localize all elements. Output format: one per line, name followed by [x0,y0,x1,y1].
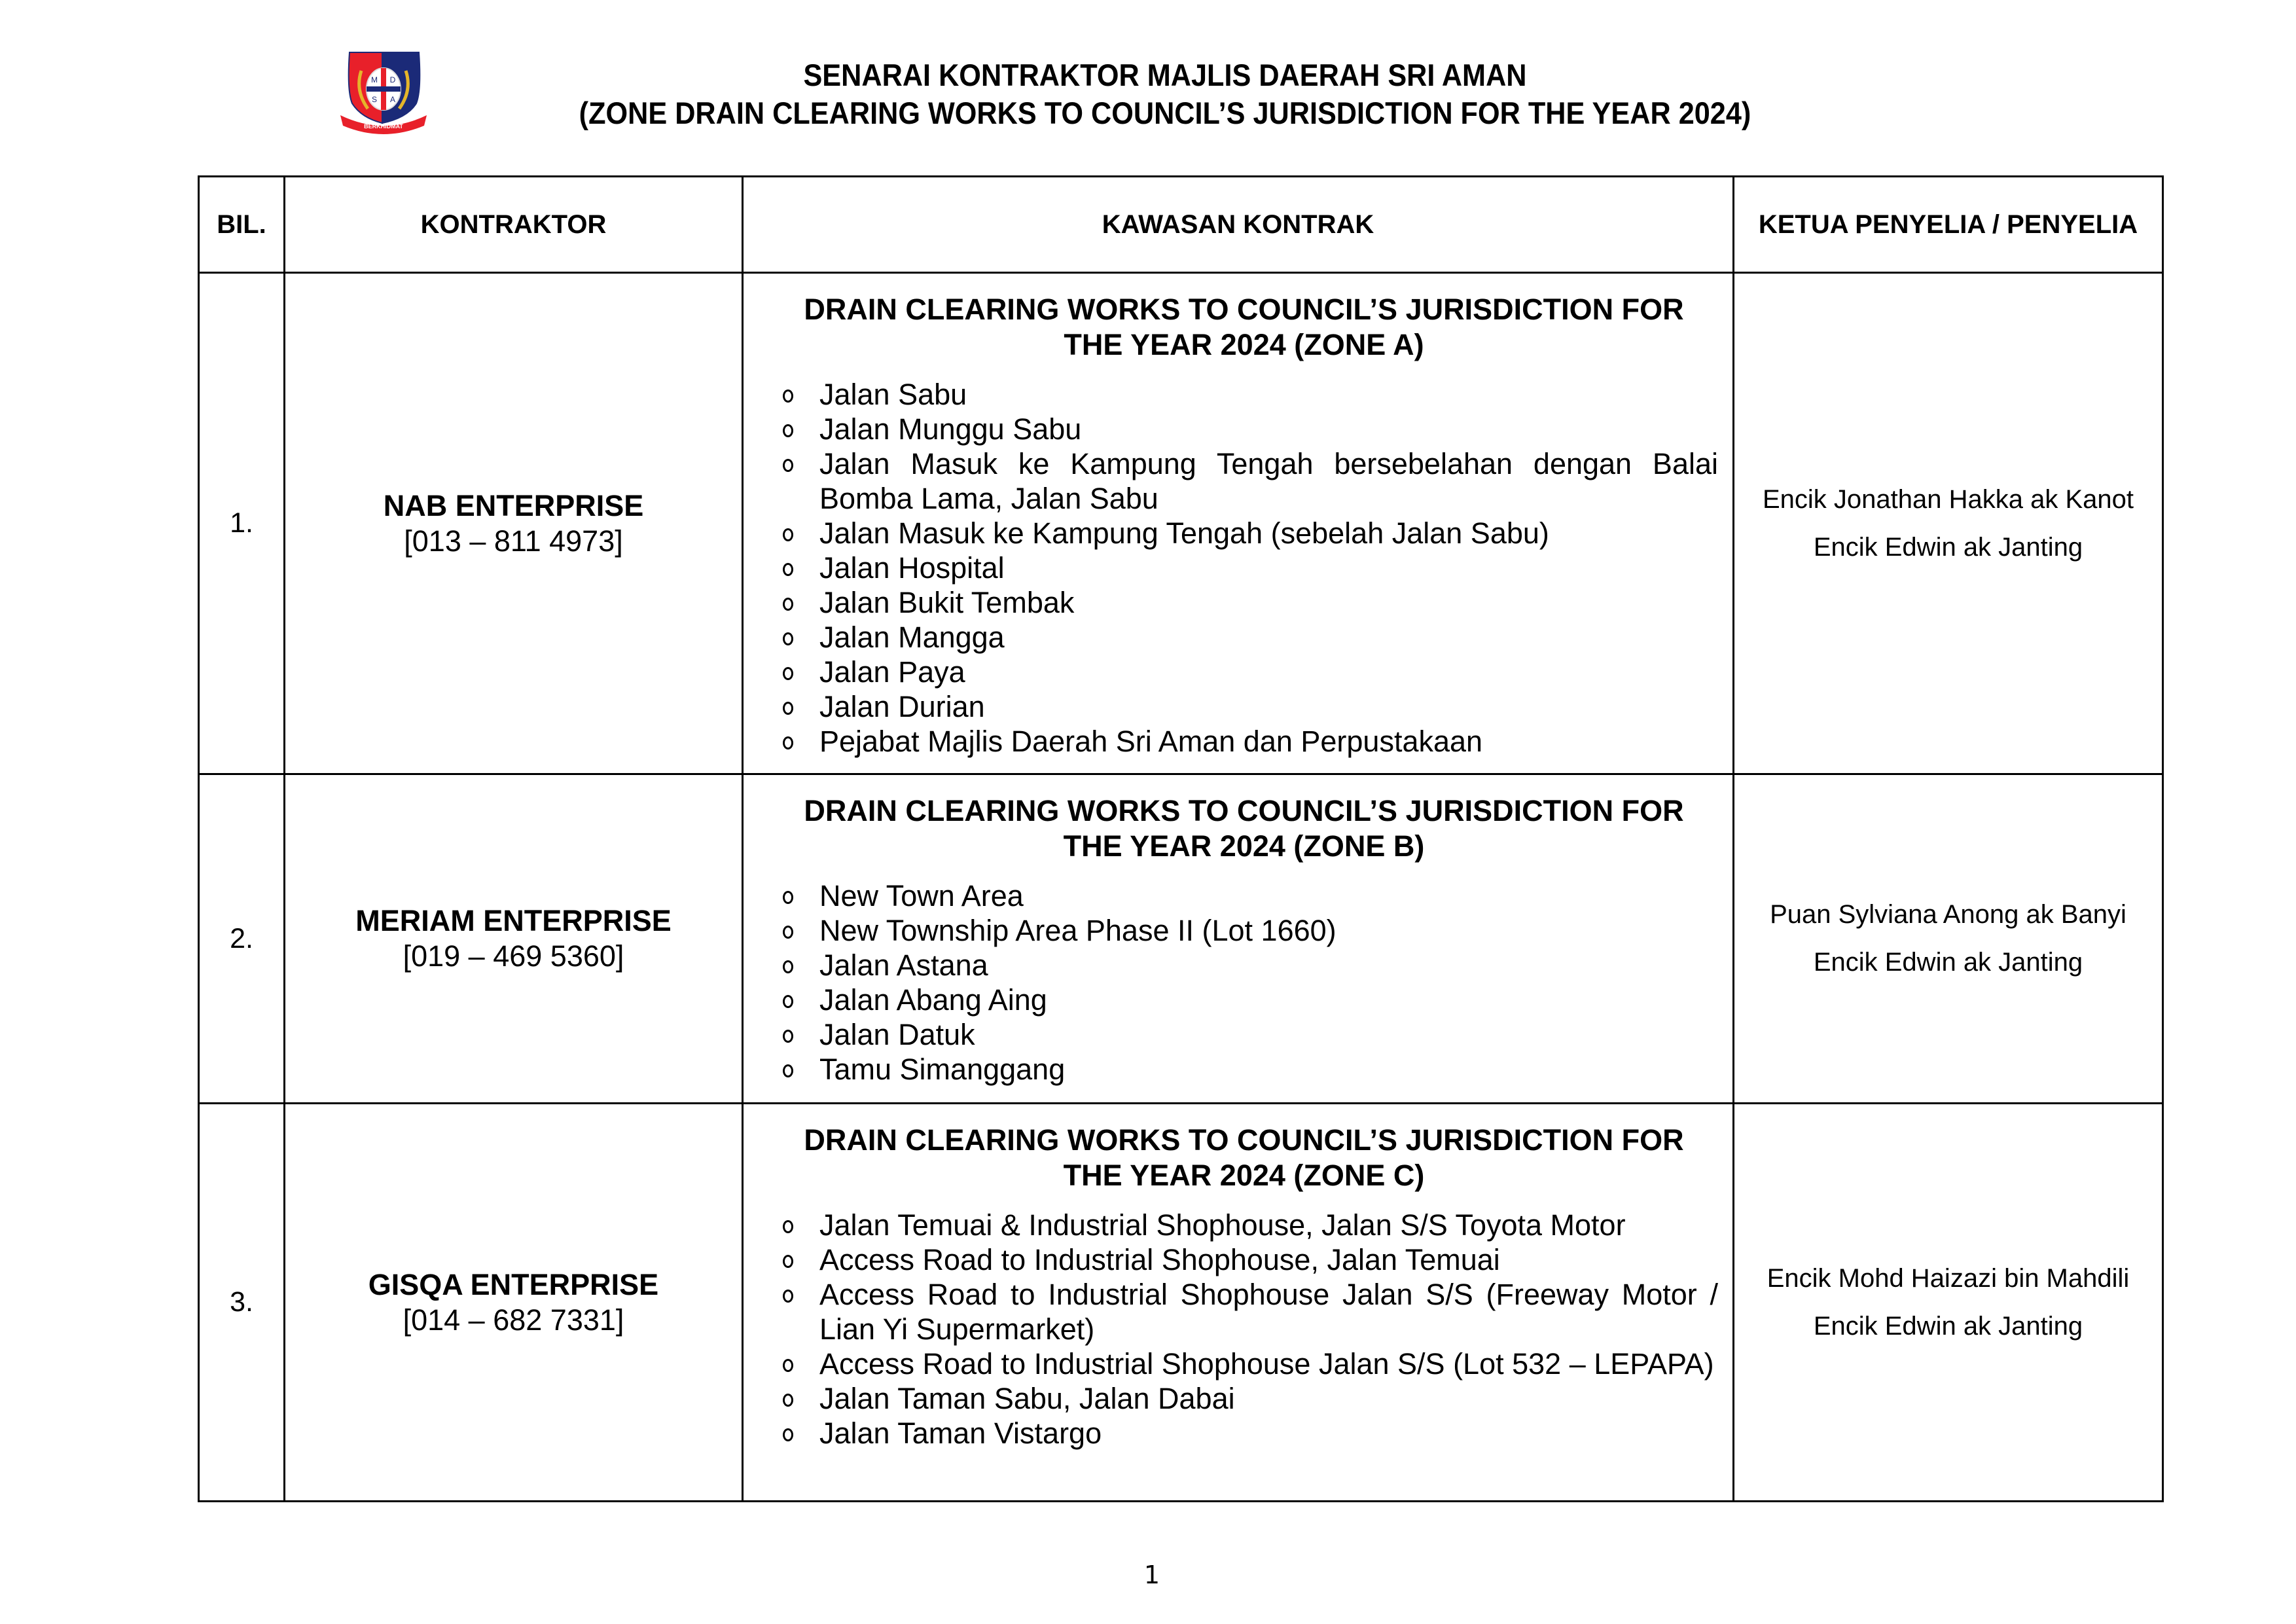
supervisor-cell [1734,1104,2163,1502]
hollow-bullet-icon [783,1359,793,1372]
area-name: Access Road to Industrial Shophouse, Jalan Temuai [819,1243,1500,1276]
hollow-bullet-icon [783,1255,793,1268]
contractor-name: MERIAM ENTERPRISE [355,904,672,937]
row-number: 2. [199,774,285,1104]
row-number: 3. [199,1104,285,1502]
contract-area-cell [743,273,1734,774]
area-name: Jalan Munggu Sabu [819,412,1082,446]
area-list [783,878,1718,1087]
table-row [199,273,2163,774]
title-line-1: SENARAI KONTRAKTOR MAJLIS DAERAH SRI AMAN [803,58,1527,92]
document-title [478,56,1852,132]
hollow-bullet-icon [783,598,793,611]
list-item [783,655,1718,689]
list-item [783,1242,1718,1277]
title-line-2: (ZONE DRAIN CLEARING WORKS TO COUNCIL’S JURISDICTION FOR THE YEAR 2024) [579,96,1751,130]
area-name: Jalan Masuk ke Kampung Tengah (sebelah Jalan Sabu) [819,516,1549,550]
hollow-bullet-icon [783,1030,793,1043]
zone-title: DRAIN CLEARING WORKS TO COUNCIL’S JURISDICTION FOR THE YEAR 2024 (ZONE B) [804,794,1684,863]
area-name: Jalan Astana [819,948,988,982]
council-crest-graphic [335,45,433,143]
contractor-name: GISQA ENTERPRISE [368,1267,659,1301]
area-name: Jalan Datuk [819,1018,975,1051]
contractor-phone: [019 – 469 5360] [403,939,624,973]
area-name: Jalan Bukit Tembak [819,586,1075,619]
council-crest-icon [335,45,433,143]
list-item [783,550,1718,585]
area-name: Jalan Taman Vistargo [819,1416,1102,1450]
crest-letter-d: D [389,75,396,84]
list-item [783,689,1718,724]
crest-letter-m: M [371,75,378,84]
contractor-phone: [013 – 811 4973] [404,524,623,558]
list-item [783,1416,1718,1451]
hollow-bullet-icon [783,667,793,680]
list-item [783,983,1718,1017]
column-header-kawasan-kontrak: KAWASAN KONTRAK [743,177,1734,273]
supervisor-name: Encik Edwin ak Janting [1813,948,2083,977]
column-header-kontraktor: KONTRAKTOR [285,177,743,273]
hollow-bullet-icon [783,995,793,1008]
hollow-bullet-icon [783,528,793,541]
hollow-bullet-icon [783,926,793,939]
area-name: New Town Area [819,879,1024,912]
head-supervisor-name: Encik Mohd Haizazi bin Mahdili [1767,1263,2130,1293]
zone-title: DRAIN CLEARING WORKS TO COUNCIL’S JURISDICTION FOR THE YEAR 2024 (ZONE A) [804,293,1684,361]
column-header-bil: BIL. [199,177,285,273]
area-name: Jalan Taman Sabu, Jalan Dabai [819,1382,1235,1415]
head-supervisor-name: Encik Jonathan Hakka ak Kanot [1762,484,2134,514]
area-name: Jalan Temuai & Industrial Shophouse, Jalan S/S Toyota Motor [819,1208,1626,1242]
crest-letter-a: A [389,95,396,104]
table-row [199,774,2163,1104]
list-item [783,1346,1718,1381]
hollow-bullet-icon [783,632,793,645]
list-item [783,948,1718,983]
list-item [783,1052,1718,1087]
supervisor-cell [1734,273,2163,774]
hollow-bullet-icon [783,389,793,403]
hollow-bullet-icon [783,891,793,904]
area-name: Tamu Simanggang [819,1053,1066,1086]
hollow-bullet-icon [783,702,793,715]
list-item [783,377,1718,412]
list-item [783,1208,1718,1242]
supervisor-cell [1734,774,2163,1104]
area-name: Jalan Durian [819,690,985,723]
supervisor-name: Encik Edwin ak Janting [1813,1311,2083,1341]
hollow-bullet-icon [783,1220,793,1233]
area-name: Jalan Hospital [819,551,1005,585]
area-name: Jalan Abang Aing [819,983,1047,1017]
crest-motto: BERKHIDMAT [364,123,403,130]
area-name: Access Road to Industrial Shophouse Jalan S/S (Lot 532 – LEPAPA) [819,1347,1714,1380]
contractor-cell [285,273,743,774]
list-item [783,446,1718,516]
hollow-bullet-icon [783,960,793,973]
area-name: Pejabat Majlis Daerah Sri Aman dan Perpustakaan [819,725,1483,758]
table-header-row [199,177,2163,273]
area-name: New Township Area Phase II (Lot 1660) [819,914,1336,947]
hollow-bullet-icon [783,1290,793,1303]
head-supervisor-name: Puan Sylviana Anong ak Banyi [1770,900,2126,929]
list-item [783,412,1718,446]
area-name: Jalan Mangga [819,621,1005,654]
list-item [783,585,1718,620]
list-item [783,1277,1718,1346]
table-row [199,1104,2163,1502]
contractor-cell [285,1104,743,1502]
list-item [783,516,1718,550]
area-name: Jalan Sabu [819,378,967,411]
area-list [783,1208,1718,1451]
hollow-bullet-icon [783,736,793,749]
list-item [783,724,1718,759]
list-item [783,620,1718,655]
list-item [783,1381,1718,1416]
zone-title: DRAIN CLEARING WORKS TO COUNCIL’S JURISDICTION FOR THE YEAR 2024 (ZONE C) [804,1123,1684,1192]
contractor-name: NAB ENTERPRISE [383,488,644,522]
list-item [783,913,1718,948]
contractor-cell [285,774,743,1104]
area-name: Jalan Masuk ke Kampung Tengah bersebelahan dengan Balai Bomba Lama, Jalan Sabu [819,447,1718,515]
hollow-bullet-icon [783,424,793,437]
hollow-bullet-icon [783,1394,793,1407]
page-number: 1 [1143,1561,1160,1589]
area-list [783,377,1718,759]
hollow-bullet-icon [783,1064,793,1077]
contract-area-cell [743,1104,1734,1502]
area-name: Access Road to Industrial Shophouse Jalan S/S (Freeway Motor / Lian Yi Supermarket) [819,1278,1718,1346]
supervisor-name: Encik Edwin ak Janting [1813,532,2083,562]
list-item [783,878,1718,913]
contractor-phone: [014 – 682 7331] [403,1303,624,1337]
contract-area-cell [743,774,1734,1104]
column-header-penyelia: KETUA PENYELIA / PENYELIA [1734,177,2163,273]
contractor-table [198,175,2164,1502]
area-name: Jalan Paya [819,655,965,689]
row-number: 1. [199,273,285,774]
hollow-bullet-icon [783,459,793,472]
crest-letter-s: S [371,95,378,104]
hollow-bullet-icon [783,563,793,576]
hollow-bullet-icon [783,1428,793,1441]
list-item [783,1017,1718,1052]
